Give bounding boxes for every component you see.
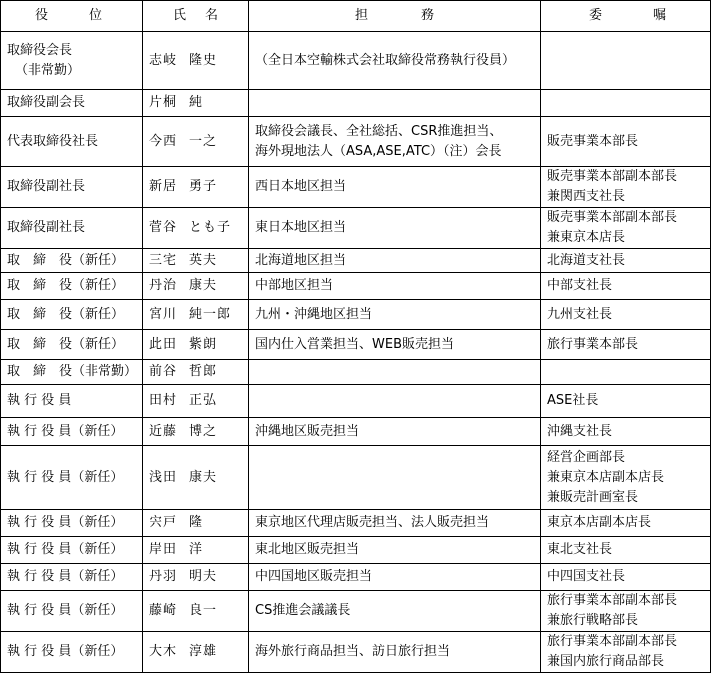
name-cell bbox=[143, 632, 249, 673]
table-row bbox=[1, 510, 711, 537]
position-cell bbox=[1, 273, 143, 300]
position-text: 取締役副社長 bbox=[7, 220, 86, 235]
table-row bbox=[1, 564, 711, 591]
role-cell bbox=[541, 510, 711, 537]
family-name: 新居 bbox=[149, 179, 178, 194]
family-name: 三宅 bbox=[149, 252, 178, 268]
position-cell bbox=[1, 418, 143, 446]
role-cell bbox=[541, 32, 711, 90]
role-text: 東北支社長 bbox=[547, 542, 613, 557]
role-cell bbox=[541, 537, 711, 564]
position-cell bbox=[1, 249, 143, 273]
given-name: 純 bbox=[189, 95, 204, 110]
position-text: 取 締 役（新任） bbox=[7, 336, 125, 352]
duty-text: 海外旅行商品担当、訪日旅行担当 bbox=[255, 644, 451, 659]
given-name: 一之 bbox=[189, 133, 218, 149]
header-name: 氏 名 bbox=[143, 1, 249, 32]
name-cell bbox=[143, 208, 249, 249]
name-cell bbox=[143, 564, 249, 591]
duty-cell bbox=[249, 249, 541, 273]
role-text: 兼旅行戦略部長 bbox=[547, 613, 639, 628]
duty-text: 北海道地区担当 bbox=[255, 252, 347, 268]
family-name: 田村 bbox=[149, 393, 178, 408]
role-cell bbox=[541, 446, 711, 510]
name-cell bbox=[143, 167, 249, 208]
name-cell bbox=[143, 385, 249, 418]
name-cell bbox=[143, 300, 249, 330]
table-row bbox=[1, 300, 711, 330]
duty-text: 西日本地区担当 bbox=[255, 179, 347, 194]
family-name: 今西 bbox=[149, 133, 178, 149]
role-text: 北海道支社長 bbox=[547, 252, 626, 268]
duty-cell bbox=[249, 564, 541, 591]
name-cell bbox=[143, 330, 249, 360]
duty-text: 東北地区販売担当 bbox=[255, 542, 360, 557]
header-position: 役 位 bbox=[1, 1, 143, 32]
position-text: 執 行 役 員（新任） bbox=[7, 603, 124, 618]
family-name: 藤崎 bbox=[149, 603, 178, 618]
role-cell bbox=[541, 273, 711, 300]
duty-cell bbox=[249, 418, 541, 446]
header-role: 委 嘱 bbox=[541, 1, 711, 32]
position-text: 取 締 役（新任） bbox=[7, 306, 125, 322]
duty-cell bbox=[249, 330, 541, 360]
role-text: 旅行事業本部副本部長 bbox=[547, 593, 678, 608]
duty-cell bbox=[249, 510, 541, 537]
family-name: 宍戸 bbox=[149, 515, 178, 530]
table-row bbox=[1, 537, 711, 564]
duty-cell bbox=[249, 273, 541, 300]
name-cell bbox=[143, 510, 249, 537]
header-duty: 担 務 bbox=[249, 1, 541, 32]
position-text: 執 行 役 員（新任） bbox=[7, 469, 124, 485]
duty-text: 国内仕入営業担当、WEB販売担当 bbox=[255, 336, 454, 352]
given-name: 英夫 bbox=[189, 252, 218, 268]
duty-text: 中四国地区販売担当 bbox=[255, 569, 373, 584]
duty-text: 東日本地区担当 bbox=[255, 220, 347, 235]
role-text: 販売事業本部副本部長 bbox=[547, 210, 678, 225]
position-text: 取締役副会長 bbox=[7, 95, 86, 110]
table-row bbox=[1, 32, 711, 90]
duty-cell bbox=[249, 385, 541, 418]
given-name: 康夫 bbox=[189, 469, 218, 485]
duty-text: 沖縄地区販売担当 bbox=[255, 423, 360, 439]
role-cell bbox=[541, 385, 711, 418]
role-text: 経営企画部長 bbox=[547, 449, 626, 465]
role-text: 兼国内旅行商品部長 bbox=[547, 654, 665, 669]
position-cell bbox=[1, 591, 143, 632]
role-text: 旅行事業本部副本部長 bbox=[547, 634, 678, 649]
table-row bbox=[1, 591, 711, 632]
family-name: 宮川 bbox=[149, 306, 178, 322]
role-text: 兼関西支社長 bbox=[547, 189, 626, 204]
position-cell bbox=[1, 360, 143, 385]
family-name: 浅田 bbox=[149, 469, 178, 485]
table-row bbox=[1, 360, 711, 385]
given-name: 淳雄 bbox=[189, 644, 218, 659]
position-text: 執 行 役 員（新任） bbox=[7, 542, 124, 557]
role-cell bbox=[541, 300, 711, 330]
position-text: 取 締 役（新任） bbox=[7, 252, 125, 268]
given-name: 博之 bbox=[189, 423, 218, 439]
position-text: 代表取締役社長 bbox=[7, 133, 99, 149]
given-name: 純一郎 bbox=[189, 306, 232, 322]
position-text: 執 行 役 員（新任） bbox=[7, 423, 124, 439]
name-cell bbox=[143, 446, 249, 510]
position-cell bbox=[1, 167, 143, 208]
position-cell bbox=[1, 330, 143, 360]
duty-cell bbox=[249, 167, 541, 208]
position-cell bbox=[1, 510, 143, 537]
role-text: 販売事業本部副本部長 bbox=[547, 169, 678, 184]
role-text: 旅行事業本部長 bbox=[547, 336, 639, 352]
given-name: とも子 bbox=[189, 220, 232, 235]
given-name: 洋 bbox=[189, 542, 204, 557]
duty-cell bbox=[249, 300, 541, 330]
position-cell bbox=[1, 117, 143, 167]
table-row bbox=[1, 208, 711, 249]
table-row bbox=[1, 632, 711, 673]
duty-cell bbox=[249, 537, 541, 564]
name-cell bbox=[143, 249, 249, 273]
table-row bbox=[1, 90, 711, 117]
duty-cell bbox=[249, 446, 541, 510]
role-cell bbox=[541, 249, 711, 273]
duty-text: 中部地区担当 bbox=[255, 278, 334, 293]
role-cell bbox=[541, 564, 711, 591]
role-text: 九州支社長 bbox=[547, 306, 613, 322]
position-cell bbox=[1, 564, 143, 591]
duty-cell bbox=[249, 632, 541, 673]
table-row bbox=[1, 117, 711, 167]
position-cell bbox=[1, 632, 143, 673]
name-cell bbox=[143, 360, 249, 385]
name-cell bbox=[143, 90, 249, 117]
name-cell bbox=[143, 117, 249, 167]
table-row bbox=[1, 273, 711, 300]
position-text: 取締役副社長 bbox=[7, 179, 86, 194]
role-cell bbox=[541, 208, 711, 249]
duty-text: 九州・沖縄地区担当 bbox=[255, 306, 373, 322]
given-name: 哲郎 bbox=[189, 364, 218, 379]
given-name: 康夫 bbox=[189, 278, 218, 293]
family-name: 近藤 bbox=[149, 423, 178, 439]
table-row bbox=[1, 418, 711, 446]
family-name: 片桐 bbox=[149, 95, 178, 110]
position-text: 取 締 役（非常勤） bbox=[7, 364, 138, 379]
position-cell bbox=[1, 446, 143, 510]
position-text: 取締役会長 bbox=[7, 42, 73, 58]
role-text: 兼東京本店長 bbox=[547, 230, 626, 245]
position-cell bbox=[1, 90, 143, 117]
roster-body bbox=[1, 32, 711, 673]
position-cell bbox=[1, 32, 143, 90]
duty-cell bbox=[249, 208, 541, 249]
given-name: 勇子 bbox=[189, 179, 218, 194]
given-name: 正弘 bbox=[189, 393, 218, 408]
duty-cell bbox=[249, 591, 541, 632]
position-text: 執 行 役 員 bbox=[7, 393, 72, 408]
table-row bbox=[1, 330, 711, 360]
position-text: 執 行 役 員（新任） bbox=[7, 644, 124, 659]
position-cell bbox=[1, 537, 143, 564]
name-cell bbox=[143, 32, 249, 90]
family-name: 丹羽 bbox=[149, 569, 178, 584]
role-cell bbox=[541, 360, 711, 385]
position-cell bbox=[1, 208, 143, 249]
role-cell bbox=[541, 632, 711, 673]
role-cell bbox=[541, 90, 711, 117]
role-text: 兼販売計画室長 bbox=[547, 489, 639, 505]
position-text: 取 締 役（新任） bbox=[7, 278, 125, 293]
role-cell bbox=[541, 330, 711, 360]
name-cell bbox=[143, 591, 249, 632]
name-cell bbox=[143, 273, 249, 300]
position-text: （非常勤） bbox=[15, 62, 81, 78]
position-cell bbox=[1, 300, 143, 330]
role-cell bbox=[541, 418, 711, 446]
given-name: 隆史 bbox=[189, 52, 218, 68]
table-row bbox=[1, 167, 711, 208]
position-text: 執 行 役 員（新任） bbox=[7, 515, 124, 530]
family-name: 丹治 bbox=[149, 278, 178, 293]
name-cell bbox=[143, 418, 249, 446]
duty-cell bbox=[249, 117, 541, 167]
header-row bbox=[1, 1, 711, 32]
duty-text: 海外現地法人（ASA,ASE,ATC）（注）会長 bbox=[255, 143, 502, 159]
given-name: 良一 bbox=[189, 603, 218, 618]
role-text: 販売事業本部長 bbox=[547, 133, 639, 149]
given-name: 明夫 bbox=[189, 569, 218, 584]
role-text: 沖縄支社長 bbox=[547, 423, 613, 439]
position-cell bbox=[1, 385, 143, 418]
given-name: 隆 bbox=[189, 515, 204, 530]
role-cell bbox=[541, 591, 711, 632]
role-text: 中部支社長 bbox=[547, 278, 613, 293]
family-name: 志岐 bbox=[149, 52, 178, 68]
duty-text: 東京地区代理店販売担当、法人販売担当 bbox=[255, 515, 490, 530]
duty-text: CS推進会議議長 bbox=[255, 603, 351, 618]
table-row bbox=[1, 249, 711, 273]
role-text: 兼東京本店副本店長 bbox=[547, 469, 665, 485]
duty-cell bbox=[249, 360, 541, 385]
family-name: 前谷 bbox=[149, 364, 178, 379]
duty-text: 取締役会議長、全社総括、CSR推進担当、 bbox=[255, 123, 503, 139]
family-name: 大木 bbox=[149, 644, 178, 659]
family-name: 菅谷 bbox=[149, 220, 178, 235]
role-text: ASE社長 bbox=[547, 393, 599, 408]
family-name: 此田 bbox=[149, 336, 178, 352]
table-row bbox=[1, 446, 711, 510]
role-text: 東京本店副本店長 bbox=[547, 515, 652, 530]
table-row bbox=[1, 385, 711, 418]
duty-cell bbox=[249, 32, 541, 90]
role-text: 中四国支社長 bbox=[547, 569, 626, 584]
family-name: 岸田 bbox=[149, 542, 178, 557]
duty-text: （全日本空輸株式会社取締役常務執行役員） bbox=[255, 52, 516, 68]
name-cell bbox=[143, 537, 249, 564]
duty-cell bbox=[249, 90, 541, 117]
role-cell bbox=[541, 167, 711, 208]
position-text: 執 行 役 員（新任） bbox=[7, 569, 124, 584]
given-name: 紫朗 bbox=[189, 336, 218, 352]
role-cell bbox=[541, 117, 711, 167]
